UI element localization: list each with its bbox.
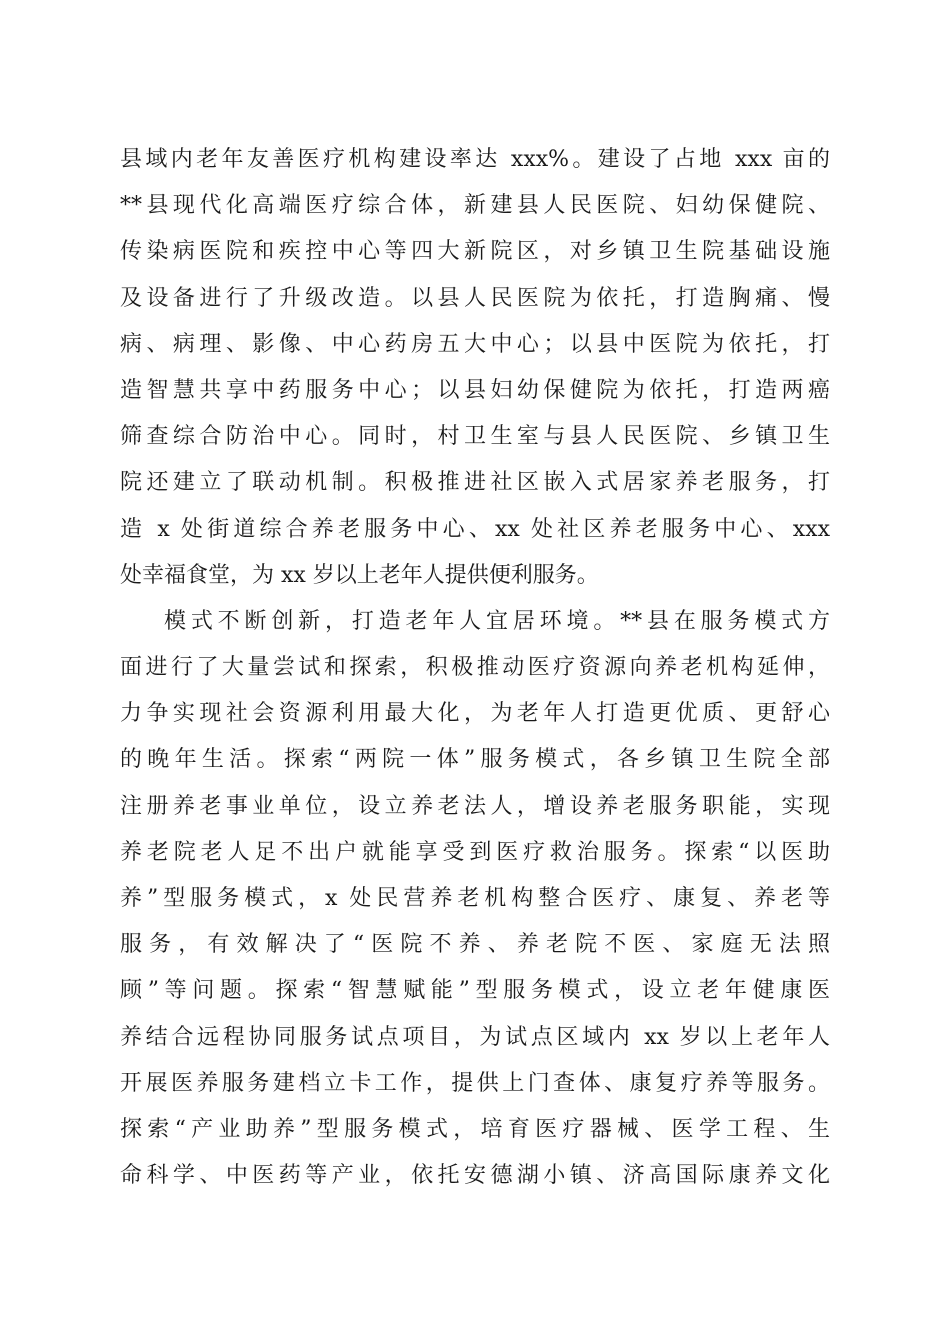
text-line: **县现代化高端医疗综合体，新建县人民医院、妇幼保健院、 xyxy=(120,193,830,219)
text-line: 造智慧共享中药服务中心；以县妇幼保健院为依托，打造两癌 xyxy=(120,377,830,403)
text-line: 处幸福食堂，为 xx 岁以上老年人提供便利服务。 xyxy=(120,562,599,588)
text-line: 顾”等问题。探索“智慧赋能”型服务模式，设立老年健康医 xyxy=(120,978,830,1004)
text-line: 探索“产业助养”型服务模式，培育医疗器械、医学工程、生 xyxy=(120,1116,830,1142)
text-line: 服务，有效解决了“医院不养、养老院不医、家庭无法照 xyxy=(120,932,830,958)
text-line: 养结合远程协同服务试点项目，为试点区域内 xx 岁以上老年人 xyxy=(120,1024,830,1050)
text-line: 及设备进行了升级改造。以县人民医院为依托，打造胸痛、慢 xyxy=(120,285,830,311)
text-line: 传染病医院和疾控中心等四大新院区，对乡镇卫生院基础设施 xyxy=(120,239,830,265)
text-line: 面进行了大量尝试和探索，积极推动医疗资源向养老机构延伸， xyxy=(120,655,830,681)
text-line: 开展医养服务建档立卡工作，提供上门查体、康复疗养等服务。 xyxy=(120,1070,830,1096)
paragraph-1 xyxy=(120,137,830,599)
text-line: 造 x 处街道综合养老服务中心、xx 处社区养老服务中心、xxx xyxy=(120,516,830,542)
text-line: 的晚年生活。探索“两院一体”服务模式，各乡镇卫生院全部 xyxy=(120,747,830,773)
body-text xyxy=(120,137,830,1199)
text-line: 养老院老人足不出户就能享受到医疗救治服务。探索“以医助 xyxy=(120,839,830,865)
text-line: 病、病理、影像、中心药房五大中心；以县中医院为依托，打 xyxy=(120,331,830,357)
text-line: 筛查综合防治中心。同时，村卫生室与县人民医院、乡镇卫生 xyxy=(120,424,830,450)
text-line: 模式不断创新，打造老年人宜居环境。**县在服务模式方 xyxy=(164,608,830,634)
text-line: 命科学、中医药等产业，依托安德湖小镇、济高国际康养文化 xyxy=(120,1163,830,1189)
paragraph-2 xyxy=(120,599,830,1199)
text-line: 注册养老事业单位，设立养老法人，增设养老服务职能，实现 xyxy=(120,793,830,819)
text-line: 养”型服务模式，x 处民营养老机构整合医疗、康复、养老等 xyxy=(120,886,830,911)
text-line: 力争实现社会资源利用最大化，为老年人打造更优质、更舒心 xyxy=(120,701,830,727)
text-line: 县域内老年友善医疗机构建设率达 xxx%。建设了占地 xxx 亩的 xyxy=(120,147,830,172)
text-line: 院还建立了联动机制。积极推进社区嵌入式居家养老服务，打 xyxy=(120,470,830,496)
